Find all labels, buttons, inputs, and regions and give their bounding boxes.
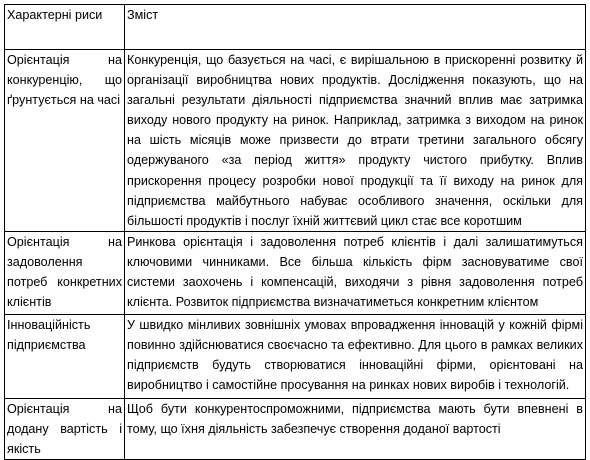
table-row (5, 314, 586, 398)
header-content: Зміст (125, 5, 586, 50)
feature-cell: Орієнтація на задоволення потреб конкретних клієнтів (5, 231, 125, 314)
table-row (5, 231, 586, 314)
table-row (5, 398, 586, 459)
feature-cell: Інноваційність підприємства (5, 314, 125, 398)
content-cell: У швидко мінливих зовнішніх умовах впровадження інновацій у кожній фірмі повинно здійснюватися своєчасно та ефективно. Для цього в рамках великих підприємств будуть створюватися інноваційні фірми, орієнтовані на виробництво і самостійне просування на ринках нових виробів і технологій. (125, 314, 586, 398)
content-cell: Щоб бути конкурентоспроможними, підприємства мають бути впевнені в тому, що їхня діяльність забезпечує створення доданої вартості (125, 398, 586, 459)
header-features: Характерні риси (5, 5, 125, 50)
features-table (4, 4, 586, 460)
content-cell: Ринкова орієнтація і задоволення потреб клієнтів і далі залишатимуться ключовими чинниками. Все більша кількість фірм засновуватиме свої системи заохочень і компенсацій, виходячи з рівня задоволення потреб клієнта. Розвиток підприємства визначатиметься конкретним клієнтом (125, 231, 586, 314)
feature-cell: Орієнтація на додану вартість і якість (5, 398, 125, 459)
table-header-row (5, 5, 586, 50)
table-row (5, 50, 586, 232)
feature-cell: Орієнтація на конкуренцію, що ґрунтується на часі (5, 50, 125, 232)
content-cell: Конкуренція, що базується на часі, є вирішальною в прискоренні розвитку й організації виробництва нових продуктів. Дослідження показують, що на загальні результати діяльності підприємства значний вплив має затримка виходу нового продукту на ринок. Наприклад, затримка з виходом на ринок на шість місяців може призвести до втрати третини загального обсягу одержуваного «за період життя» продукту чистого прибутку. Вплив прискорення процесу розробки нової продукції та її виходу на ринок для підприємства майбутнього набуває особливого значення, оскільки для більшості продуктів і послуг їхній життєвий цикл стає все коротшим (125, 50, 586, 232)
